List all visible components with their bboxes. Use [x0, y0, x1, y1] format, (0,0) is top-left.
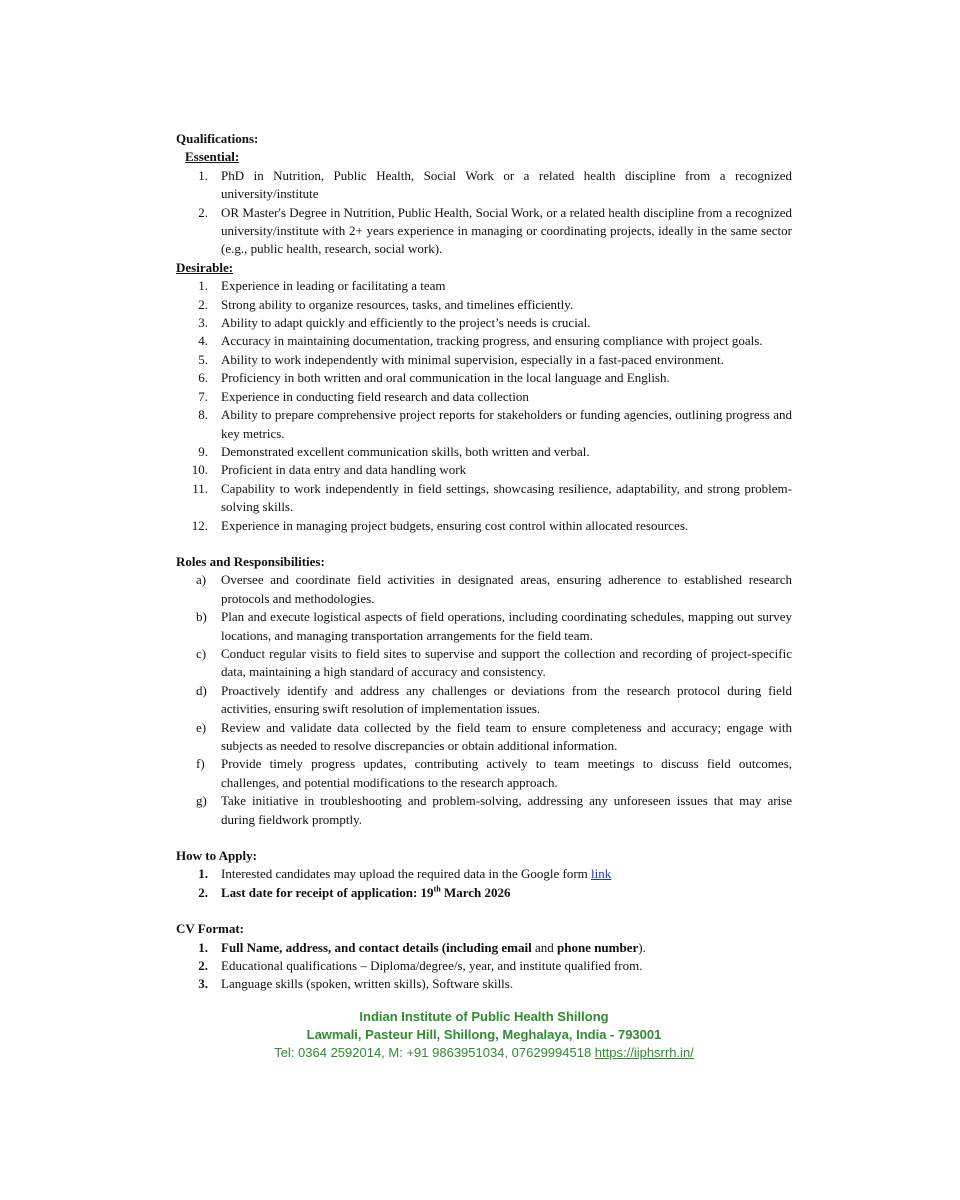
item-number: 1.	[198, 167, 208, 183]
item-text: phone number	[556, 939, 639, 955]
item-text: Capability to work independently in field settings, showcasing resilience, adaptability, and strong problem-solving skills.	[221, 480, 792, 515]
list-item	[176, 461, 792, 479]
item-number: 5.	[198, 351, 208, 367]
item-number: 7.	[198, 388, 208, 404]
apply-heading: How to Apply:	[176, 848, 257, 864]
item-number: 1.	[198, 278, 208, 294]
list-item	[176, 517, 792, 535]
list-item	[176, 755, 792, 792]
item-number: 6.	[198, 370, 208, 386]
list-item	[176, 480, 792, 517]
list-item	[176, 314, 792, 332]
item-number: 2.	[198, 884, 208, 900]
essential-heading: Essential:	[185, 149, 240, 165]
item-number: g)	[196, 793, 207, 809]
list-item	[176, 608, 792, 645]
item-text: Strong ability to organize resources, tasks, and timelines efficiently.	[221, 296, 574, 312]
list-item	[176, 351, 792, 369]
item-text: Interested candidates may upload the required data in the Google form	[221, 866, 592, 882]
list-item	[176, 884, 792, 902]
cv-list	[176, 939, 792, 994]
item-text: OR Master's Degree in Nutrition, Public Health, Social Work, or a related health discipline from a recognized university/institute with 2+ years experience in managing or coordinating projects, ideally in the same sector (e.g., public health, research, social work).	[221, 204, 792, 257]
item-text: Accuracy in maintaining documentation, tracking progress, and ensuring compliance with project goals.	[221, 333, 763, 349]
item-text: Ability to adapt quickly and efficiently to the project’s needs is crucial.	[221, 315, 591, 331]
cv-heading: CV Format:	[176, 921, 244, 937]
list-item	[176, 277, 792, 295]
section-gap	[176, 535, 792, 553]
apply-list	[176, 865, 792, 902]
item-text: Proficient in data entry and data handling work	[221, 462, 467, 478]
list-item	[176, 792, 792, 829]
item-text: Plan and execute logistical aspects of field operations, including coordinating schedules, mapping out survey locations, and managing transportation arrangements for the field team.	[221, 609, 792, 643]
item-number: 2.	[198, 296, 208, 312]
item-number: f)	[196, 756, 205, 772]
desirable-list	[176, 277, 792, 535]
item-number: 11.	[192, 480, 208, 496]
item-text: Review and validate data collected by the field team to ensure completeness and accuracy; engage with subjects as needed to resolve discrepancies or obtain additional information.	[221, 719, 792, 753]
list-item	[176, 975, 792, 993]
list-item	[176, 645, 792, 682]
item-number: 1.	[198, 866, 208, 882]
deadline-suffix: March 2026	[440, 884, 511, 900]
item-text: Provide timely progress updates, contributing actively to team meetings to discuss field outcomes, challenges, and potential modifications to the research approach.	[221, 756, 792, 790]
item-number: 9.	[198, 443, 208, 459]
item-number: 3.	[198, 315, 208, 331]
list-item	[176, 388, 792, 406]
list-item	[176, 443, 792, 461]
institute-footer	[176, 1008, 792, 1062]
list-item	[176, 571, 792, 608]
item-text: Full Name, address, and contact details (including email	[221, 939, 532, 955]
list-item	[176, 204, 792, 259]
item-text: Experience in leading or facilitating a team	[221, 278, 446, 294]
item-number: b)	[196, 609, 207, 625]
item-text: ).	[638, 939, 646, 955]
contact-numbers: Tel: 0364 2592014, M: +91 9863951034, 07629994518	[274, 1045, 595, 1060]
item-text: Language skills (spoken, written skills), Software skills.	[221, 976, 514, 992]
item-number: 8.	[198, 407, 208, 423]
item-number: c)	[196, 645, 207, 661]
deadline-text	[221, 885, 511, 900]
roles-heading: Roles and Responsibilities:	[176, 553, 325, 569]
item-number: 12.	[191, 517, 208, 533]
item-number: 1.	[198, 939, 208, 955]
google-form-link[interactable]: link	[591, 866, 612, 882]
item-text: Demonstrated excellent communication skills, both written and verbal.	[221, 443, 590, 459]
qualifications-heading: Qualifications:	[176, 131, 259, 146]
institute-website-link[interactable]: https://iiphsrrh.in/	[594, 1045, 694, 1060]
section-gap	[176, 902, 792, 920]
list-item	[176, 957, 792, 975]
item-number: 10.	[191, 462, 208, 478]
item-number: 2.	[198, 958, 208, 974]
item-number: 3.	[198, 976, 208, 992]
deadline-prefix: Last date for receipt of application: 19	[221, 884, 434, 900]
item-text: Educational qualifications – Diploma/degree/s, year, and institute qualified from.	[221, 958, 643, 974]
list-item	[176, 939, 792, 957]
item-text: Take initiative in troubleshooting and problem-solving, addressing any unforeseen issues that may arise during fieldwork promptly.	[221, 793, 792, 827]
item-text: Oversee and coordinate field activities in designated areas, ensuring adherence to established research protocols and methodologies.	[221, 572, 792, 606]
desirable-heading: Desirable:	[176, 259, 234, 275]
roles-list	[176, 571, 792, 829]
item-text: Ability to work independently with minimal supervision, especially in a fast-paced environment.	[221, 351, 724, 367]
section-gap	[176, 829, 792, 847]
item-text: Ability to prepare comprehensive project reports for stakeholders or funding agencies, outlining progress and key metrics.	[221, 407, 792, 441]
institute-name: Indian Institute of Public Health Shillong	[359, 1009, 609, 1024]
item-number: d)	[196, 682, 207, 698]
list-item	[176, 332, 792, 350]
item-text: and	[531, 939, 557, 955]
list-item	[176, 682, 792, 719]
deadline-sup: th	[433, 884, 441, 894]
document-body	[176, 130, 792, 994]
institute-contact	[176, 1044, 792, 1062]
item-number: a)	[196, 572, 207, 588]
item-text: Experience in conducting field research and data collection	[221, 388, 529, 404]
item-text: Proactively identify and address any challenges or deviations from the research protocol during field activities, ensuring swift resolution of implementation issues.	[221, 682, 792, 717]
list-item	[176, 865, 792, 883]
item-text: PhD in Nutrition, Public Health, Social Work or a related health discipline from a recognized university/institute	[221, 167, 792, 202]
list-item	[176, 167, 792, 204]
item-text: Experience in managing project budgets, ensuring cost control within allocated resources.	[221, 517, 689, 533]
list-item	[176, 406, 792, 443]
institute-address: Lawmali, Pasteur Hill, Shillong, Meghalaya, India - 793001	[306, 1027, 662, 1042]
item-number: 2.	[198, 204, 208, 220]
item-text: Proficiency in both written and oral communication in the local language and English.	[221, 370, 670, 386]
item-text: Conduct regular visits to field sites to supervise and support the collection and recording of project-specific data, maintaining a high standard of accuracy and consistency.	[221, 645, 792, 680]
item-number: e)	[196, 719, 207, 735]
list-item	[176, 296, 792, 314]
essential-list	[176, 167, 792, 259]
list-item	[176, 719, 792, 756]
item-number: 4.	[198, 333, 208, 349]
list-item	[176, 369, 792, 387]
